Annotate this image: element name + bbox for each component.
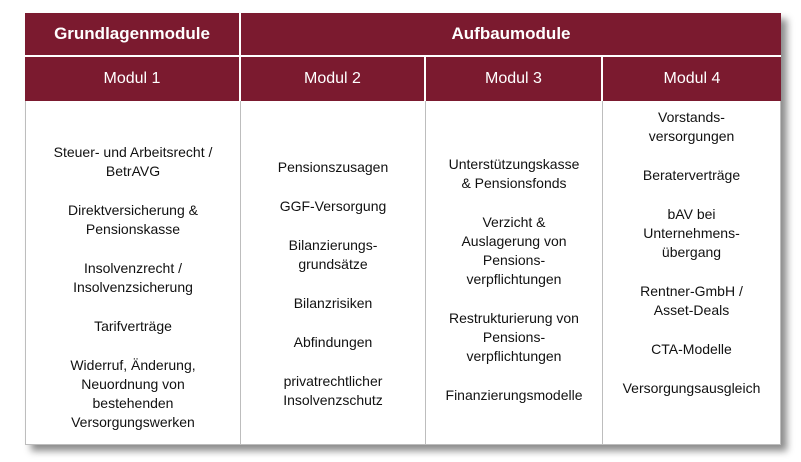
topic-line: Pensions- <box>482 328 546 345</box>
topic-line: Tarifverträge <box>94 318 172 334</box>
topic-item <box>280 197 387 216</box>
topic-line: Rentner-GmbH / <box>640 282 743 299</box>
topic-line: Pensionskasse <box>85 221 181 237</box>
module-3-topics <box>426 101 603 445</box>
topic-item <box>68 201 198 239</box>
topic-item <box>70 356 195 432</box>
topic-line: Widerruf, Änderung, <box>70 357 196 373</box>
topic-line: übergang <box>661 243 722 260</box>
topic-item <box>446 386 583 405</box>
topic-line: BetrAVG <box>105 163 161 179</box>
module-4-title: Modul 4 <box>603 55 781 101</box>
topic-item <box>73 259 193 297</box>
topic-line: CTA-Modelle <box>651 340 732 357</box>
topic-line: Insolvenzsicherung <box>73 279 193 295</box>
topic-line: bestehenden <box>92 395 174 411</box>
module-4-topics <box>603 101 781 445</box>
topic-line: GGF-Versorgung <box>279 197 387 214</box>
topic-item <box>461 213 566 289</box>
topic-line: versorgungen <box>648 127 735 144</box>
topic-line: verpflichtungen <box>466 347 562 364</box>
topic-line: privatrechtlicher <box>283 372 383 389</box>
module-1-topics <box>25 101 241 445</box>
topic-item <box>294 333 373 352</box>
topic-line: & Pensionsfonds <box>461 174 567 191</box>
topic-item <box>640 282 743 320</box>
topic-item <box>651 340 732 359</box>
topic-line: Steuer- und Arbeitsrecht / <box>53 144 213 160</box>
topic-line: Beraterverträge <box>642 166 741 183</box>
topic-line: Insolvenzschutz <box>283 391 383 408</box>
topic-item <box>649 108 735 146</box>
topic-line: Pensions- <box>482 251 546 268</box>
topic-line: Versorgungswerken <box>71 414 195 430</box>
module-1-title: Modul 1 <box>25 55 241 101</box>
topic-line: Unterstützungskasse <box>448 155 580 172</box>
topic-item <box>94 317 172 336</box>
header-advanced-modules: Aufbaumodule <box>241 13 781 55</box>
module-3-title: Modul 3 <box>426 55 603 101</box>
topic-item <box>623 379 761 398</box>
topic-item <box>294 294 373 313</box>
topic-line: Neuordnung von <box>81 376 185 392</box>
topic-line: Asset-Deals <box>653 301 730 318</box>
topic-line: verpflichtungen <box>466 270 562 287</box>
topic-line: Direktversicherung & <box>68 202 198 218</box>
module-2-topics <box>241 101 426 445</box>
topic-item <box>54 143 213 181</box>
topic-line: Verzicht & <box>482 213 546 230</box>
topic-item <box>283 372 383 410</box>
topic-line: Pensionszusagen <box>277 158 389 175</box>
topic-item <box>643 205 740 262</box>
topic-line: Restrukturierung von <box>449 309 579 326</box>
header-basic-modules: Grundlagenmodule <box>25 13 241 55</box>
topic-line: Abfindungen <box>293 333 373 350</box>
topic-line: bAV bei <box>667 205 716 222</box>
topic-line: Vorstands- <box>658 108 725 125</box>
topic-line: Bilanzierungs- <box>288 236 378 253</box>
module-table <box>25 13 781 445</box>
topic-item <box>289 236 378 274</box>
topic-line: Finanzierungsmodelle <box>445 386 583 403</box>
topic-line: Unternehmens- <box>643 224 740 241</box>
topic-line: grundsätze <box>298 255 368 272</box>
topic-item <box>449 309 579 366</box>
topic-item <box>643 166 740 185</box>
topic-line: Auslagerung von <box>461 232 567 249</box>
topic-line: Versorgungsausgleich <box>622 379 761 396</box>
topic-item <box>449 155 580 193</box>
topic-line: Insolvenzrecht / <box>83 260 183 276</box>
topic-item <box>278 158 389 177</box>
module-2-title: Modul 2 <box>241 55 426 101</box>
topic-line: Bilanzrisiken <box>293 294 373 311</box>
